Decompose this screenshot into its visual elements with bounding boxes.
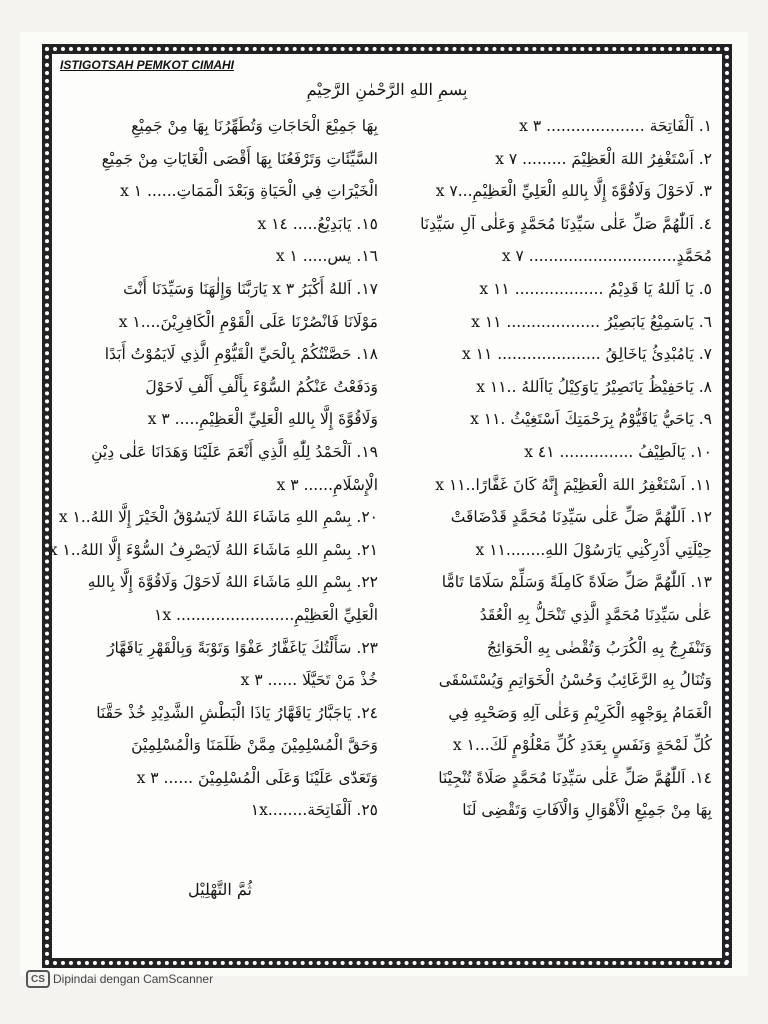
text-line: ٢٥. اَلْفَاتِحَة........١x [250,801,378,820]
text-line: ١. اَلْفَاتِحَة .................... ٣ x [519,117,712,135]
text-line: وَتَنْفَرِجُ بِهِ الْكُرَبُ وَتُقْضٰى بِهِ الْحَوَائِجُ [486,638,712,657]
text-line: ٨. يَاحَفِيْظُ يَانَصِيْرُ يَاوَكِيْلُ يَااَللهُ ..١١ x [476,377,712,396]
text-line: ٤. اَللّٰهُمَّ صَلِّ عَلٰى سَيِّدِنَا مُحَمَّدٍ وَعَلٰى آلِ سَيِّدِنَا [420,214,712,233]
text-line: ١٣. اَللّٰهُمَّ صَلِّ صَلَاةً كَامِلَةً وَسَلِّمْ سَلَامًا تَامًّا [441,573,712,592]
text-line: عَلٰى سَيِّدِنَا مُحَمَّدٍ الَّذِي تَنْحَلُّ بِهِ الْعُقَدُ [479,605,712,624]
text-line: ٢١. بِسْمِ اللهِ مَاشَاءَ اللهُ لَايَصْرِفُ السُّوْءَ إِلَّا اللهُ..١ x [48,540,378,559]
camscanner-logo: CS [26,970,50,988]
text-line: ١٢. اَللّٰهُمَّ صَلِّ عَلٰى سَيِّدِنَا مُحَمَّدٍ قَدْضَاقَتْ [450,508,712,527]
text-line: ٢٤. يَاجَبَّارُ يَاقَهَّارُ يَاذَا الْبَطْشِ الشَّدِيْدِ خُذْ حَقَّنَا [96,703,378,722]
text-line: ١٨. حَصَّنْتُكُمْ بِالْحَيِّ الْقَيُّوْمِ الَّذِي لَايَمُوْتُ أَبَدًا [104,345,378,364]
text-line: ١٧. اَللهُ أَكْبَرُ ٣ x يَارَبَّنَا وَإِلٰهَنَا وَسَيِّدَنَا أَنْتَ [123,279,378,298]
document-title: ISTIGOTSAH PEMKOT CIMAHI [60,58,234,72]
text-line: الْخَيْرَاتِ فِي الْحَيَاةِ وَبَعْدَ الْمَمَاتِ...... ١ x [120,182,378,201]
text-line: ١١. اَسْتَغْفِرُ اللهَ الْعَظِيْمَ إِنَّهُ كَانَ غَفَّارًا..١١ x [435,475,712,494]
text-line: ١٤. اَللّٰهُمَّ صَلِّ عَلٰى سَيِّدِنَا مُحَمَّدٍ صَلَاةً تُنْجِيْنَا [438,768,712,787]
text-line: ١٦. يس..... ١ x [275,247,378,266]
text-line: ٢. اَسْتَغْفِرُ اللهَ الْعَظِيْمَ ......... ٧ x [495,149,712,168]
scanned-page [20,32,748,976]
text-line: الْعَلِيِّ الْعَظِيْمِ........................ ١x [154,605,378,624]
text-line: بِهَا مِنْ جَمِيْعِ الْأَهْوَالِ وَالْآفَاتِ وَتَقْضِى لَنَا [462,801,712,820]
text-line: كُلِّ لَمْحَةٍ وَنَفَسٍ بِعَدَدِ كُلِّ مَعْلُوْمٍ لَكَ...١ x [452,736,712,755]
text-line: ١٠. يَالَطِيْفُ ............... ٤١ x [524,442,712,461]
text-line: ٢٣. سَأَلْتُكَ يَاغَفَّارُ عَفْوًا وَتَوْبَةً وَبِالْقَهْرِ يَاقَهَّارُ [107,638,378,657]
text-line: السَّيِّئَاتِ وَتَرْفَعُنَا بِهَا أَقْصَى الْغَايَاتِ مِنْ جَمِيْعِ [101,149,378,168]
text-line: ٣. لَاحَوْلَ وَلَاقُوَّةَ إِلَّا بِاللهِ الْعَلِيِّ الْعَظِيْمِ...٧ x [435,182,712,201]
text-line: ٥. يَا اَللهُ يَا قَدِيْمُ .................. ١١ x [479,279,712,298]
text-line: مَوْلَانَا فَانْصُرْنَا عَلَى الْقَوْمِ الْكَافِرِيْنَ....١ x [118,312,378,331]
text-line: حِيْلَتِي أَدْرِكْنِي يَارَسُوْلَ اللهِ........١١ x [475,540,712,559]
text-line: وَحَقَّ الْمُسْلِمِيْنَ مِمَّنْ ظَلَمَنَا وَالْمُسْلِمِيْنَ [131,736,378,755]
text-line: خُذْ مَنْ تَحَيَّلَا ...... ٣ x [240,671,378,690]
text-line: ٩. يَاحَيُّ يَاقَيُّوْمُ بِرَحْمَتِكَ اَسْتَغِيْثُ .١١ x [470,410,712,429]
text-line: ٦. يَاسَمِيْعُ يَابَصِيْرُ ................... ١١ x [471,312,712,331]
text-line: الْغَمَامُ بِوَجْهِهِ الْكَرِيْمِ وَعَلٰى آلِهِ وَصَحْبِهِ فِي [448,703,712,722]
basmalah-heading: بِسمِ اللهِ الرَّحْمٰنِ الرَّحِيْمِ [306,80,468,99]
text-line: وَدَفَعْتُ عَنْكُمُ السُّوْءَ بِأَلْفِ أَلْفِ لَاحَوْلَ [145,377,378,396]
text-line: ١٩. اَلْحَمْدُ لِلّٰهِ الَّذِي أَنْعَمَ عَلَيْنَا وَهَدَانَا عَلٰى دِيْنِ [91,442,378,461]
text-line: ٧. يَامُبْدِئُ يَاخَالِقُ ..................... ١١ x [461,345,712,364]
text-line: ١٥. يَابَدِيْعُ..... ١٤ x [257,214,378,233]
decorative-border [42,44,732,968]
closing-text: ثُمَّ التَّهْلِيْل [188,880,252,899]
text-line: ٢٠. بِسْمِ اللهِ مَاشَاءَ اللهُ لَايَسُوْقُ الْخَيْرَ إِلَّا اللهُ..١ x [58,508,378,527]
text-line: وَلَاقُوَّةَ إِلَّا بِاللهِ الْعَلِيِّ الْعَظِيْمِ..... ٣ x [147,410,378,429]
text-line: ٢٢. بِسْمِ اللهِ مَاشَاءَ اللهُ لَاحَوْلَ وَلَاقُوَّةَ إِلَّا بِاللهِ [87,573,378,592]
text-line: وَتُنَالُ بِهِ الرَّغَائِبُ وَحُسْنُ الْخَوَاتِمِ وَيُسْتَسْقَى [438,671,712,690]
text-line: الْإِسْلَامِ...... ٣ x [276,475,378,494]
text-line: وَتَعَدّٰى عَلَيْنَا وَعَلَى الْمُسْلِمِيْنَ ...... ٣ x [136,768,378,787]
scanner-footer [26,970,213,988]
left-column [48,110,378,827]
scanner-caption: Dipindai dengan CamScanner [53,972,214,986]
text-line: بِهَا جَمِيْعَ الْحَاجَاتِ وَتُطَهِّرُنَا بِهَا مِنْ جَمِيْعِ [131,117,378,135]
right-column [394,110,712,827]
text-line: مُحَمَّدٍ.............................. ٧ x [501,247,712,266]
